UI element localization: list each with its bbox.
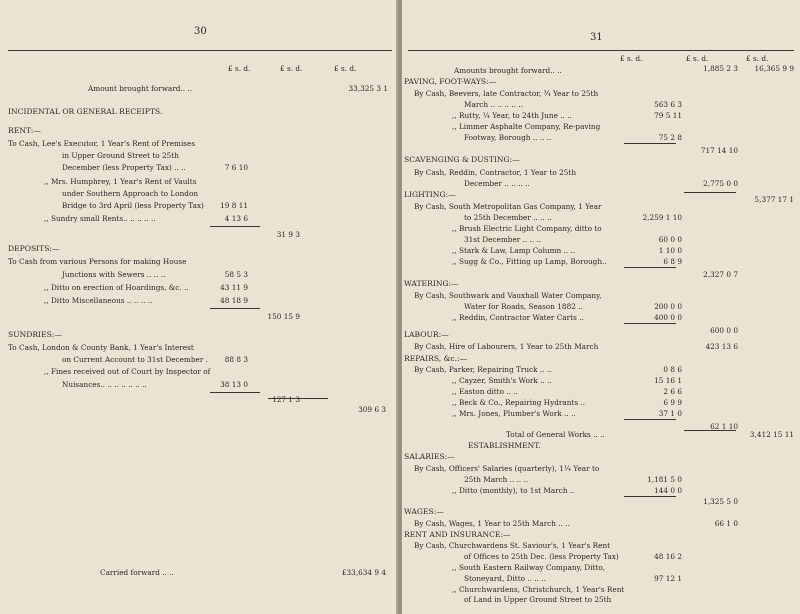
rent-line: ,, Sundry small Rents.. .. .. .. .. — [44, 214, 156, 223]
rent-insurance-line: Stoneyard, Ditto .. .. .. — [464, 574, 546, 583]
carried-forward-label: Carried forward .. .. — [100, 568, 174, 577]
rent-amount: 4 13 6 — [224, 214, 248, 223]
rent-insurance-line: of Land in Upper Ground Street to 25th — [464, 595, 612, 604]
total-general-works-label: Total of General Works .. .. — [506, 430, 605, 439]
rent-line: Bridge to 3rd April (less Property Tax) — [62, 201, 204, 210]
salaries-amount: 144 0 0 — [654, 486, 682, 495]
salaries-line: 25th March .. .. .. — [464, 475, 529, 484]
lighting-line: ,, Sugg & Co., Fitting up Lamp, Borough.. — [452, 257, 607, 266]
lighting-line: to 25th December .. .. .. — [464, 213, 552, 222]
repairs-amount: 2 6 6 — [663, 387, 682, 396]
column-header: £ s. d. — [686, 54, 709, 63]
brought-forward-amount: 1,885 2 3 — [703, 64, 738, 73]
deposits-amount: 48 18 9 — [220, 296, 248, 305]
section-title: INCIDENTAL OR GENERAL RECEIPTS. — [8, 107, 163, 116]
subtotal-rule — [624, 143, 676, 144]
rent-heading: RENT:— — [8, 126, 41, 135]
paving-line: March .. .. .. .. .. — [464, 100, 523, 109]
deposits-line: ,, Ditto on erection of Hoardings, &c. .. — [44, 283, 189, 292]
deposits-amount: 43 11 9 — [220, 283, 248, 292]
rent-subtotal: 31 9 3 — [276, 230, 300, 239]
column-header: £ s. d. — [620, 54, 643, 63]
repairs-line: By Cash, Parker, Repairing Truck .. .. — [414, 365, 552, 374]
rent-line: in Upper Ground Street to 25th — [62, 151, 179, 160]
salaries-line: By Cash, Officers' Salaries (quarterly), 1¼ Year to — [414, 464, 600, 473]
rent-insurance-line: ,, Churchwardens, Christchurch, 1 Year's Rent — [452, 585, 625, 594]
watering-line: ,, Reddin, Contractor Water Carts .. — [452, 313, 584, 322]
wages-subtotal: 66 1 0 — [714, 519, 738, 528]
repairs-line: ,, Cayzer, Smith's Work .. .. — [452, 376, 552, 385]
sundries-amount: 88 8 3 — [224, 355, 248, 364]
watering-line: Water for Roads, Season 1882 .. — [464, 302, 583, 311]
deposits-line: To Cash from various Persons for making House — [8, 257, 187, 266]
receipts-total: 309 6 3 — [358, 405, 386, 414]
rent-amount: 7 6 10 — [224, 163, 248, 172]
column-header: £ s. d. — [228, 64, 251, 73]
carried-forward-amount: £33,634 9 4 — [341, 568, 386, 577]
scavenging-subtotal: 2,775 0 0 — [703, 179, 738, 188]
repairs-subtotal: 62 1 10 — [710, 422, 738, 431]
salaries-line: ,, Ditto (monthly), to 1st March .. — [452, 486, 575, 495]
right-page — [402, 0, 800, 614]
watering-amount: 200 0 0 — [654, 302, 682, 311]
brought-forward-amount: 33,325 3 1 — [348, 84, 388, 93]
lighting-line: ,, Stark & Law, Lamp Column .. .. — [452, 246, 576, 255]
subtotal-rule — [624, 323, 676, 324]
labour-subtotal: 423 13 6 — [705, 342, 738, 351]
lighting-line: ,, Brush Electric Light Company, ditto to — [452, 224, 602, 233]
paving-line: Footway, Borough .. .. .. — [464, 133, 552, 142]
column-header: £ s. d. — [280, 64, 303, 73]
rent-insurance-amount: 48 16 2 — [654, 552, 682, 561]
lighting-subtotal: 2,327 0 7 — [703, 270, 738, 279]
sundries-amount: 38 13 0 — [220, 380, 248, 389]
page-number: 31 — [590, 32, 603, 43]
total-rule — [268, 398, 328, 399]
watering-line: By Cash, Southwark and Vauxhall Water Company, — [414, 291, 602, 300]
group-total-rule — [684, 192, 736, 193]
paving-line: ,, Limmer Asphalte Company, Re-paving — [452, 122, 601, 131]
rent-insurance-line: ,, South Eastern Railway Company, Ditto, — [452, 563, 606, 572]
deposits-line: ,, Ditto Miscellaneous .. .. .. .. — [44, 296, 153, 305]
watering-heading: WATERING:— — [404, 279, 459, 288]
subtotal-rule — [624, 267, 676, 268]
repairs-line: ,, Easton ditto .. .. — [452, 387, 518, 396]
left-page — [0, 0, 398, 614]
lighting-heading: LIGHTING:— — [404, 190, 456, 199]
total-general-works-amount: 3,412 15 11 — [749, 430, 794, 439]
rent-insurance-heading: RENT AND INSURANCE:— — [404, 530, 511, 539]
repairs-amount: 15 16 1 — [654, 376, 682, 385]
brought-forward-label: Amounts brought forward.. .. — [454, 66, 562, 75]
rent-insurance-amount: 97 12 1 — [654, 574, 682, 583]
deposits-line: Junctions with Sewers .. .. .. — [62, 270, 166, 279]
lighting-amount: 6 8 9 — [663, 257, 682, 266]
watering-amount: 400 0 0 — [654, 313, 682, 322]
paving-amount: 79 5 11 — [654, 111, 682, 120]
rent-line: ,, Mrs. Humphrey, 1 Year's Rent of Vaults — [44, 177, 197, 186]
repairs-amount: 6 9 9 — [663, 398, 682, 407]
column-header: £ s. d. — [746, 54, 769, 63]
labour-line: By Cash, Hire of Labourers, 1 Year to 25th March — [414, 342, 599, 351]
rent-line: To Cash, Lee's Executor, 1 Year's Rent of Premises — [8, 139, 196, 148]
brought-forward-label: Amount brought forward.. .. — [88, 84, 193, 93]
establishment-title: ESTABLISHMENT. — [468, 441, 541, 450]
sundries-line: To Cash, London & County Bank, 1 Year's Interest — [8, 343, 194, 352]
watering-subtotal: 600 0 0 — [710, 326, 738, 335]
salaries-amount: 1,181 5 0 — [647, 475, 682, 484]
sundries-subtotal: 127 1 3 — [272, 395, 300, 404]
page-number: 30 — [194, 26, 207, 37]
scavenging-heading: SCAVENGING & DUSTING:— — [404, 155, 520, 164]
paving-amount: 563 6 3 — [654, 100, 682, 109]
subtotal-rule — [210, 226, 260, 227]
rent-line: under Southern Approach to London — [62, 189, 199, 198]
paving-amount: 75 2 8 — [658, 133, 682, 142]
repairs-line: ,, Mrs. Jones, Plumber's Work .. .. — [452, 409, 576, 418]
sundries-line: on Current Account to 31st December . — [62, 355, 208, 364]
sundries-line: ,, Fines received out of Court by Inspector of — [44, 367, 211, 376]
deposits-heading: DEPOSITS:— — [8, 244, 60, 253]
subtotal-rule — [210, 308, 260, 309]
lighting-amount: 1 10 0 — [658, 246, 682, 255]
rent-line: December (less Property Tax) .. .. — [62, 163, 186, 172]
lighting-amount: 60 0 0 — [658, 235, 682, 244]
salaries-heading: SALARIES:— — [404, 452, 455, 461]
paving-subtotal: 717 14 10 — [700, 146, 738, 155]
header-rule — [8, 50, 392, 51]
lighting-line: By Cash, South Metropolitan Gas Company, 1 Year — [414, 202, 602, 211]
salaries-subtotal: 1,325 5 0 — [703, 497, 738, 506]
rent-amount: 19 8 11 — [220, 201, 248, 210]
repairs-heading: REPAIRS, &c.:— — [404, 354, 468, 363]
column-header: £ s. d. — [334, 64, 357, 73]
paving-line: By Cash, Beevers, late Contractor, ¾ Year to 25th — [414, 89, 599, 98]
scavenging-line: December .. .. .. .. — [464, 179, 530, 188]
wages-heading: WAGES:— — [404, 507, 444, 516]
subtotal-rule — [210, 392, 260, 393]
paving-line: ,, Rutty, ¼ Year, to 24th June .. .. — [452, 111, 572, 120]
rent-insurance-line: By Cash, Churchwardens St. Saviour's, 1 Year's Rent — [414, 541, 611, 550]
deposits-subtotal: 150 15 9 — [267, 312, 300, 321]
deposits-amount: 58 5 3 — [224, 270, 248, 279]
header-rule — [408, 50, 794, 51]
lighting-line: 31st December .. .. .. — [464, 235, 542, 244]
scavenging-line: By Cash, Reddin, Contractor, 1 Year to 25th — [414, 168, 577, 177]
group-total: 5,377 17 1 — [754, 195, 794, 204]
lighting-amount: 2,259 1 10 — [642, 213, 682, 222]
repairs-line: ,, Beck & Co., Repairing Hydrants .. — [452, 398, 586, 407]
wages-line: By Cash, Wages, 1 Year to 25th March .. .. — [414, 519, 570, 528]
sundries-heading: SUNDRIES:— — [8, 330, 62, 339]
rent-insurance-line: of Offices to 25th Dec. (less Property Tax) — [464, 552, 619, 561]
labour-heading: LABOUR:— — [404, 330, 449, 339]
repairs-amount: 0 8 6 — [663, 365, 682, 374]
brought-forward-amount: 16,365 9 9 — [754, 64, 794, 73]
repairs-amount: 37 1 0 — [658, 409, 682, 418]
subtotal-rule — [624, 419, 676, 420]
sundries-line: Nuisances.. .. .. .. .. .. .. — [62, 380, 147, 389]
total-rule — [684, 430, 736, 431]
paving-heading: PAVING, FOOT-WAYS:— — [404, 77, 497, 86]
subtotal-rule — [624, 496, 676, 497]
